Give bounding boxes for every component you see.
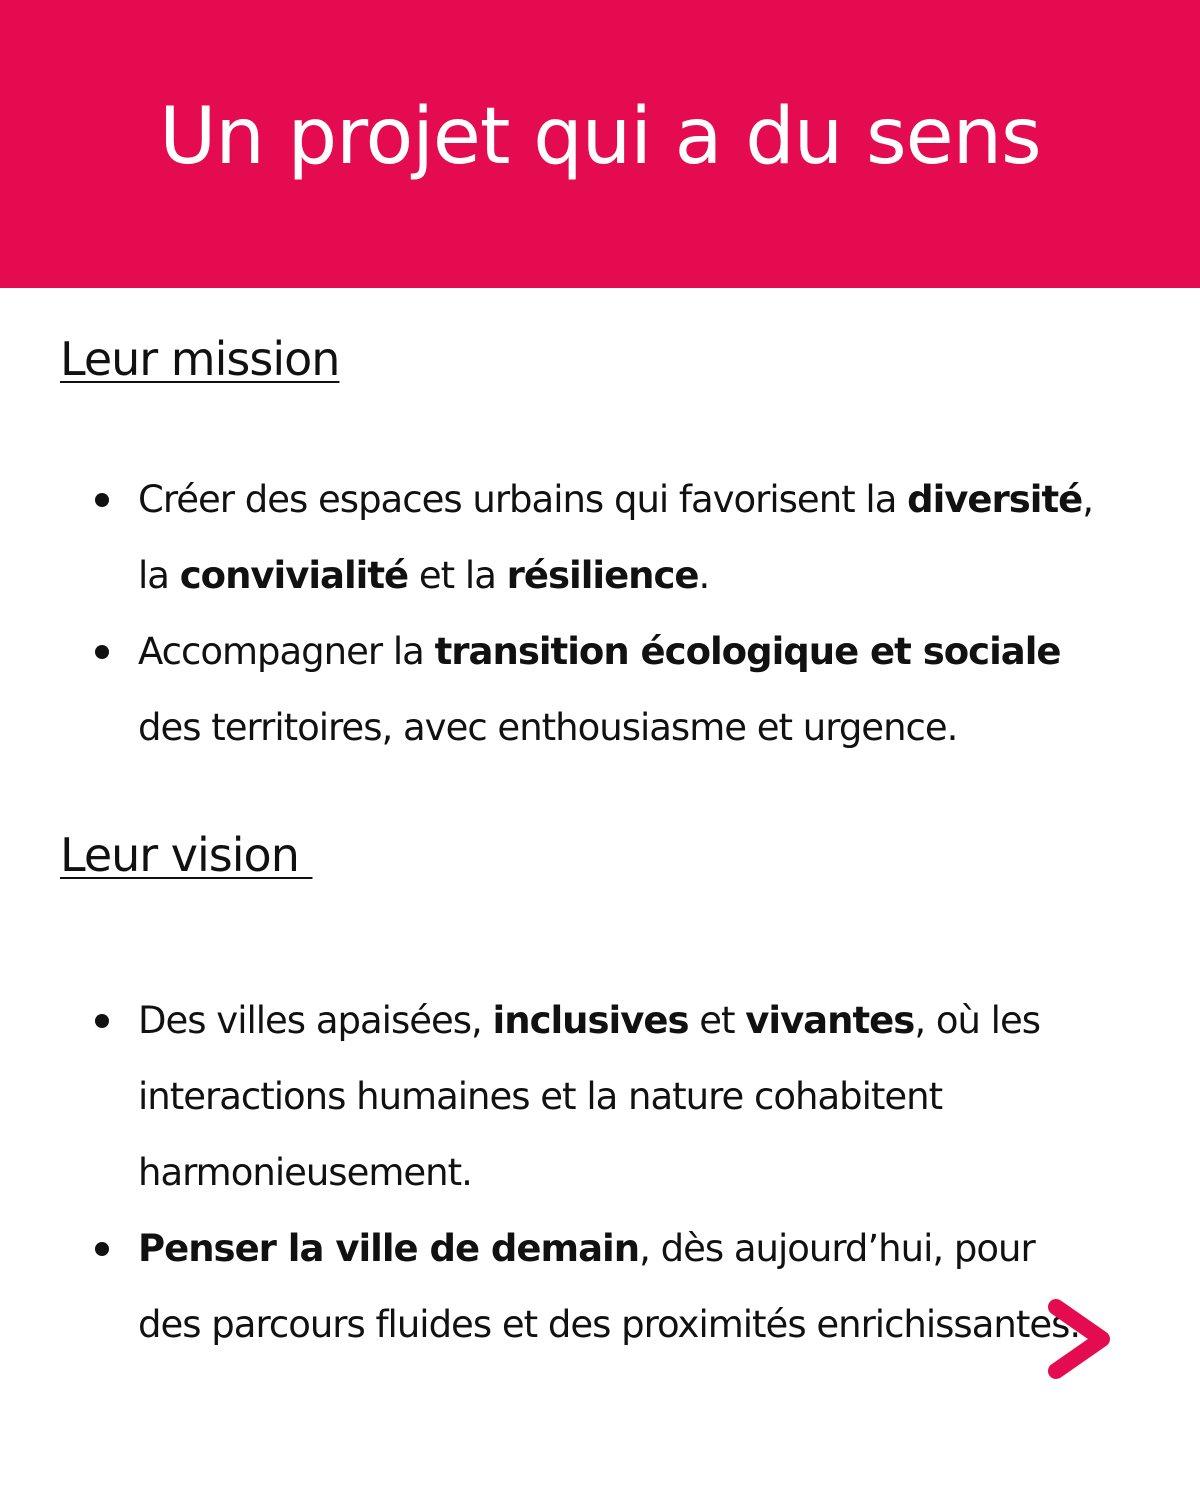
page-title: Un projet qui a du sens [159, 92, 1041, 182]
vision-heading: Leur vision [60, 828, 313, 882]
text-segment: . [698, 554, 710, 597]
bold-text: convivialité [179, 554, 409, 597]
bold-text: résilience [506, 554, 699, 597]
text-segment: , la [138, 478, 1094, 597]
vision-list [95, 983, 1105, 1363]
bullet-icon [95, 1242, 109, 1256]
text-segment: Accompagner la [138, 630, 435, 673]
list-item [95, 983, 1105, 1211]
bold-text: diversité [907, 478, 1083, 521]
text-segment: Créer des espaces urbains qui favorisent la [138, 478, 908, 521]
list-item [95, 614, 1105, 766]
bold-text: transition écologique et sociale [434, 630, 1061, 673]
mission-heading: Leur mission [60, 332, 340, 386]
list-item [95, 1211, 1105, 1363]
text-segment: des territoires, avec enthousiasme et urgence. [138, 706, 958, 749]
text-segment: , dès aujourd’hui, pour des parcours fluides et des proximités enrichissantes. [138, 1227, 1081, 1346]
bold-text: vivantes [745, 999, 915, 1042]
next-button[interactable] [1040, 1295, 1120, 1385]
bullet-icon [95, 1014, 109, 1028]
text-segment: , où les interactions humaines et la nature cohabitent harmonieusement. [138, 999, 1041, 1194]
header-banner [0, 0, 1200, 288]
list-item [95, 462, 1105, 614]
mission-list [95, 462, 1105, 766]
bullet-icon [95, 493, 109, 507]
bullet-icon [95, 645, 109, 659]
text-segment: et la [408, 554, 507, 597]
bold-text: Penser la ville de demain [138, 1227, 640, 1270]
text-segment: Des villes apaisées, [138, 999, 493, 1042]
text-segment: et [688, 999, 746, 1042]
bold-text: inclusives [492, 999, 689, 1042]
chevron-right-icon [1040, 1295, 1120, 1385]
